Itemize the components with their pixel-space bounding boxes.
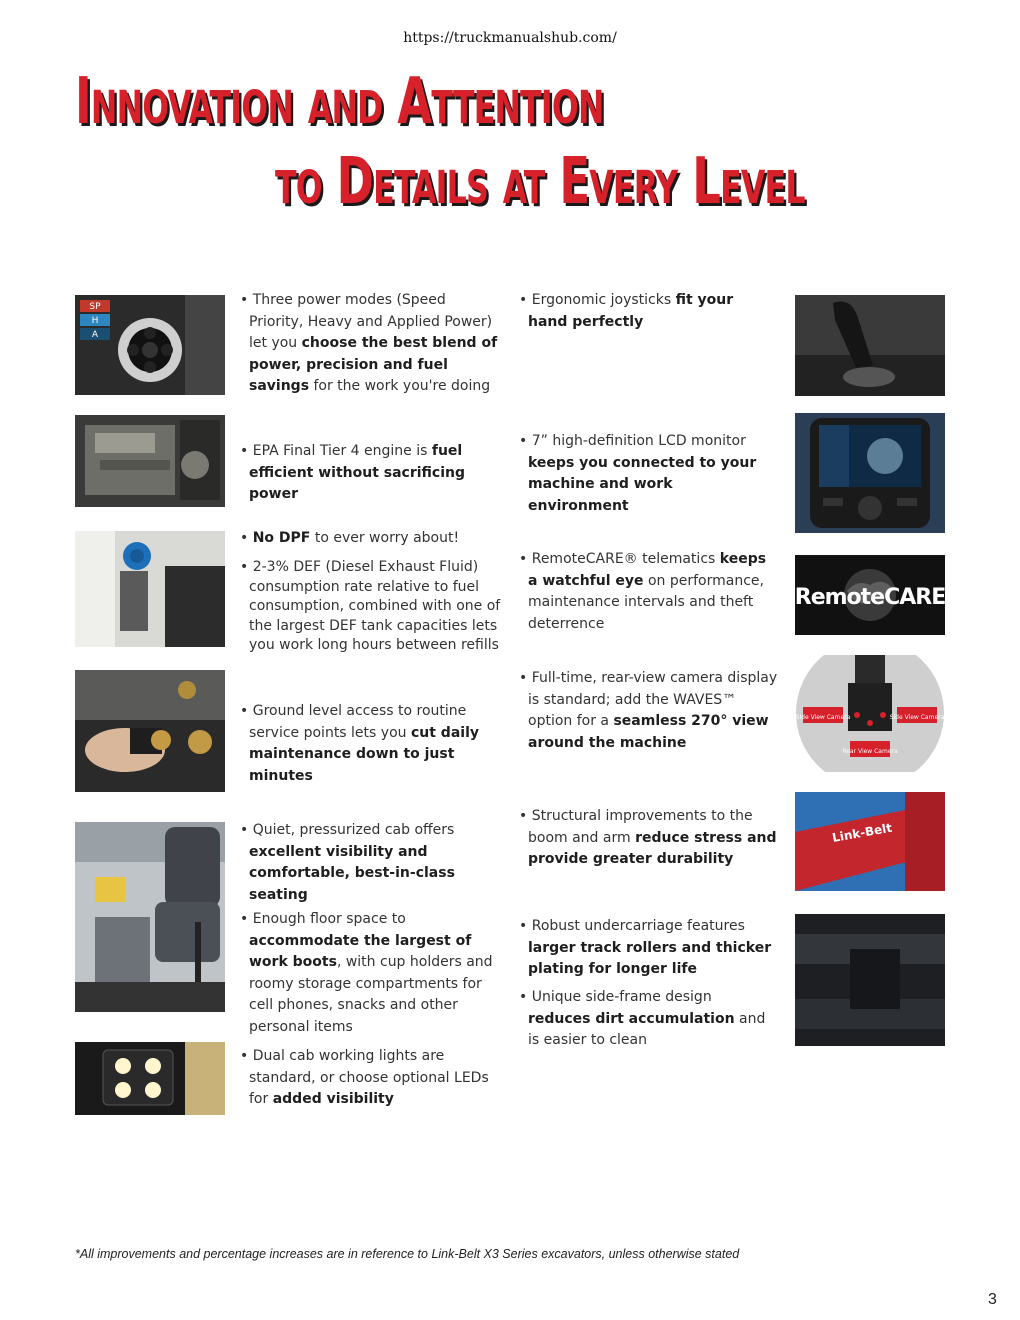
feature-lcd-monitor: • 7” high-definition LCD monitor keeps you connected to your machine and work environment xyxy=(519,433,757,514)
feature-no-dpf: • No DPF to ever worry about! xyxy=(240,530,460,546)
mode-a-label: A xyxy=(91,330,99,340)
feature-engine: • EPA Final Tier 4 engine is fuel efficient without sacrificing power xyxy=(240,443,466,502)
feature-cab: • Quiet, pressurized cab offers excellent visibility and comfortable, best-in-class seating xyxy=(240,822,455,903)
photo-boom-arm xyxy=(795,792,945,891)
page-title-line-2: to Details at Every Level xyxy=(275,145,805,219)
photo-undercarriage xyxy=(795,914,945,1046)
feature-remotecare: • RemoteCARE® telematics keeps a watchful eye on performance, maintenance intervals and theft deterrence xyxy=(519,551,767,632)
remotecare-logo-text: RemoteCARE xyxy=(795,585,945,610)
photo-power-mode-switch xyxy=(75,295,225,395)
page-number: 3 xyxy=(988,1291,997,1308)
photo-lcd-monitor xyxy=(795,413,945,533)
photo-cab-seat xyxy=(75,822,225,1012)
feature-work-lights: • Dual cab working lights are standard, or choose optional LEDs for added visibility xyxy=(240,1048,489,1107)
feature-floor-space: • Enough floor space to accommodate the largest of work boots, with cup holders and roomy storage compartments for cell phones, snacks and other personal items xyxy=(240,911,493,1035)
source-url[interactable]: https://truckmanualshub.com/ xyxy=(403,30,617,46)
feature-power-modes: • Three power modes (Speed Priority, Heavy and Applied Power) let you choose the best blend of power, precision and fuel savings for the work you're doing xyxy=(240,292,498,394)
mode-sp-label: SP xyxy=(89,302,101,312)
photo-work-lights xyxy=(75,1042,225,1115)
mode-h-label: H xyxy=(91,316,99,326)
remotecare-logo xyxy=(795,555,945,635)
footnote: *All improvements and percentage increases are in reference to Link-Belt X3 Series excavators, unless otherwise stated xyxy=(75,1247,740,1261)
feature-boom: • Structural improvements to the boom and arm reduce stress and provide greater durability xyxy=(519,808,777,867)
camera-side-right-label: Side View Camera xyxy=(889,714,945,721)
feature-ground-access: • Ground level access to routine service points lets you cut daily maintenance down to just minutes xyxy=(240,703,479,784)
photo-service-point xyxy=(75,670,225,792)
camera-rear-label: Rear View Camera xyxy=(842,748,898,755)
feature-def: • 2-3% DEF (Diesel Exhaust Fluid) consumption rate relative to fuel consumption, combined with one of the largest DEF tank capacities lets you work long hours between refills xyxy=(240,559,501,653)
camera-side-left-label: Side View Camera xyxy=(795,714,851,721)
page-title-line-1: Innovation and Attention xyxy=(75,65,604,139)
photo-def-tank xyxy=(75,531,225,647)
feature-joysticks: • Ergonomic joysticks fit your hand perfectly xyxy=(519,292,734,330)
feature-camera: • Full-time, rear-view camera display is standard; add the WAVES™ option for a seamless 270° view around the machine xyxy=(519,670,778,751)
feature-undercarriage: • Robust undercarriage features larger track rollers and thicker plating for longer life xyxy=(519,918,772,977)
feature-side-frame: • Unique side-frame design reduces dirt accumulation and is easier to clean xyxy=(519,989,766,1048)
photo-joystick xyxy=(795,295,945,396)
boom-brand-text: Link-Belt xyxy=(831,820,894,845)
photo-camera-diagram xyxy=(795,655,945,772)
photo-engine xyxy=(75,415,225,507)
